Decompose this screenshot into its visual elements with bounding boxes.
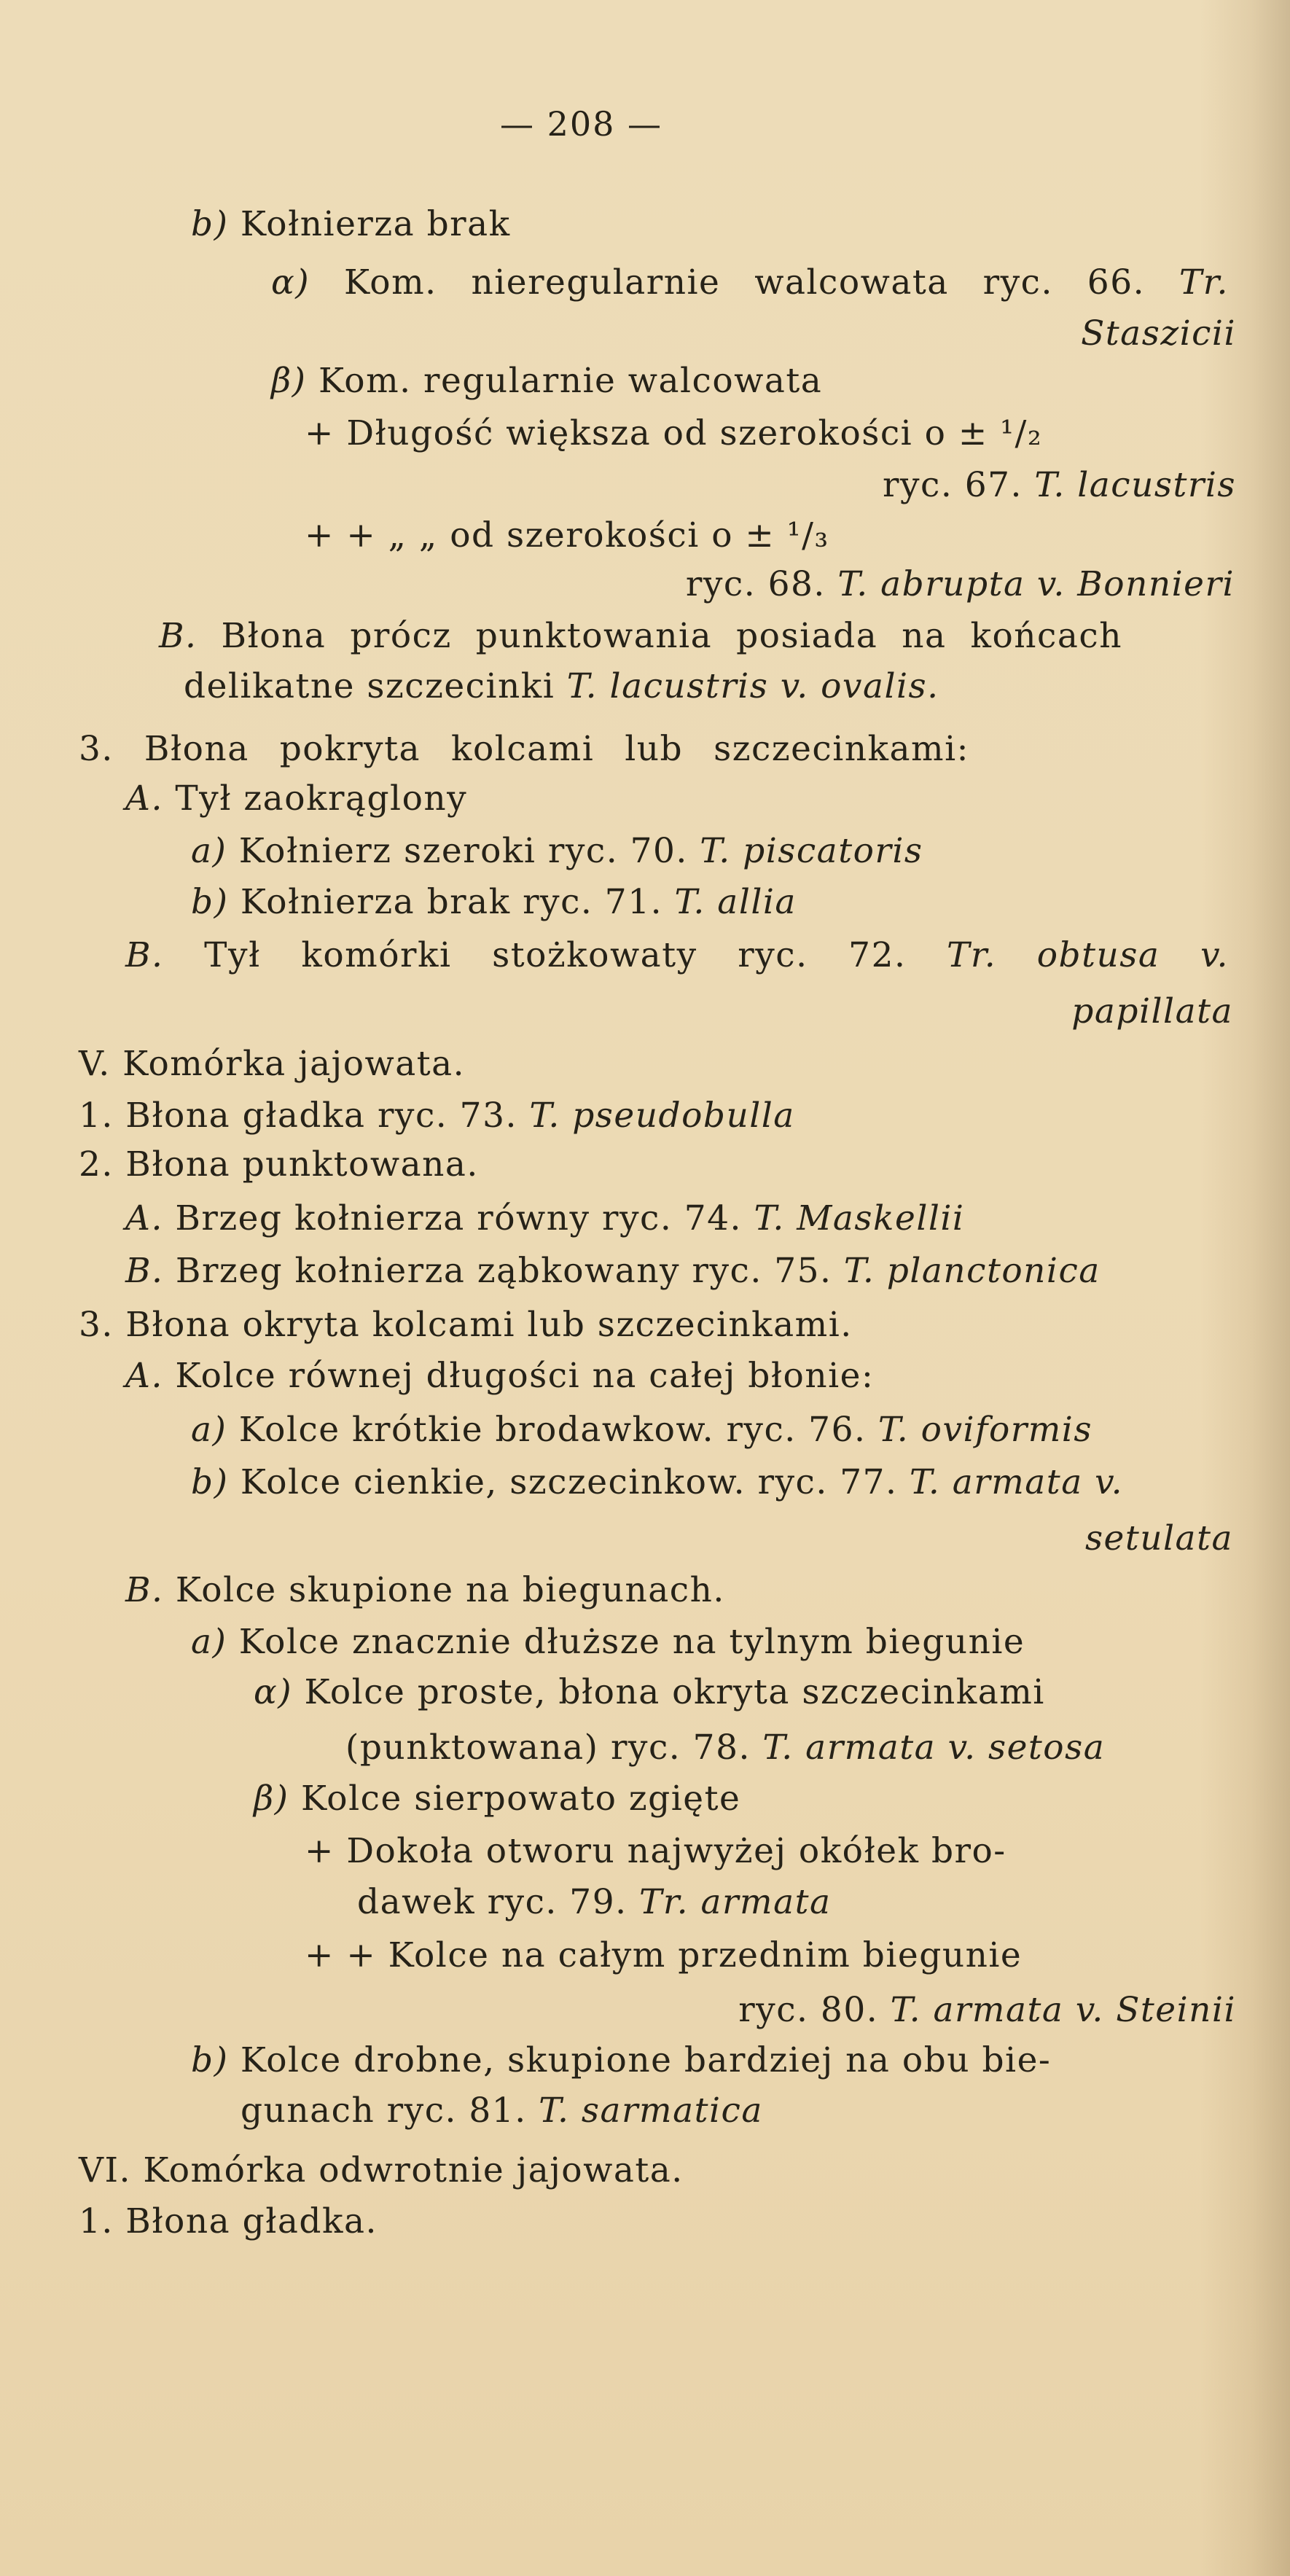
italic-text: T. armata v. Steinii [890, 1990, 1236, 2030]
key-line [79, 2150, 684, 2191]
key-line [254, 1779, 740, 1819]
key-line [125, 935, 1229, 976]
key-line [184, 666, 939, 707]
italic-text: T. planctonica [843, 1251, 1101, 1291]
text: Kom. regularnie walcowata [306, 361, 823, 401]
key-line [125, 1198, 964, 1239]
text: Kolce drobne, skupione bardziej na obu bie- [228, 2040, 1052, 2080]
text: V. Komórka jajowata. [79, 1044, 466, 1084]
italic-text: A. [125, 1356, 163, 1396]
text: + + „ „ od szerokości o ± ¹/₃ [305, 515, 829, 555]
text: ryc. 80. [738, 1990, 891, 2030]
key-line [79, 2201, 378, 2242]
italic-text: Tr. obtusa v. [947, 935, 1229, 975]
text: dawek ryc. 79. [357, 1882, 639, 1922]
key-line [305, 413, 1042, 454]
italic-text: α) [254, 1672, 293, 1712]
text: Brzeg kołnierza równy ryc. 74. [163, 1198, 754, 1238]
key-line [1081, 313, 1236, 354]
italic-text: α) [271, 262, 310, 303]
text: Kolce znacznie dłuższe na tylnym biegunie [227, 1622, 1025, 1662]
text: Kołnierza brak ryc. 71. [228, 882, 675, 922]
key-line [191, 882, 797, 923]
text: Tył komórki stożkowaty ryc. 72. [163, 935, 947, 975]
italic-text: T. Maskellii [754, 1198, 965, 1238]
key-line [254, 1672, 1045, 1713]
text: 1. Błona gładka ryc. 73. [79, 1096, 530, 1136]
italic-text: Staszicii [1081, 313, 1236, 354]
text: Brzeg kołnierza ząbkowany ryc. 75. [163, 1251, 844, 1291]
text: Kolce równej długości na całej błonie: [163, 1356, 875, 1396]
text: 2. Błona punktowana. [79, 1144, 479, 1184]
italic-text: T. sarmatica [539, 2091, 763, 2131]
key-line [738, 1990, 1236, 2031]
italic-text: T. armata v. [909, 1462, 1124, 1502]
key-line [191, 204, 511, 245]
text: Kom. nieregularnie walcowata ryc. 66. [310, 262, 1179, 303]
italic-text: a) [191, 1410, 227, 1450]
italic-text: b) [191, 204, 229, 244]
key-line [305, 515, 829, 556]
key-line [241, 2091, 763, 2131]
key-line [79, 729, 969, 770]
text: Kolce proste, błona okryta szczecinkami [292, 1672, 1045, 1712]
italic-text: a) [191, 1622, 227, 1662]
italic-text: B. [125, 1570, 164, 1610]
italic-text: T. lacustris [1034, 465, 1236, 505]
italic-text: B. [159, 616, 198, 656]
text: Kołnierz szeroki ryc. 70. [227, 831, 700, 871]
text: 3. Błona okryta kolcami lub szczecinkami. [79, 1305, 853, 1345]
text: Kolce cienkie, szczecinkow. ryc. 77. [228, 1462, 910, 1502]
text: + + Kolce na całym przednim biegunie [305, 1935, 1023, 1975]
key-line [271, 262, 1229, 303]
text: 1. Błona gładka. [79, 2201, 378, 2241]
key-line [79, 1044, 465, 1085]
key-line [1085, 1518, 1233, 1559]
italic-text: T. armata v. setosa [762, 1728, 1106, 1768]
key-line [686, 564, 1235, 605]
text: 3. Błona pokryta kolcami lub szczecinkami: [79, 729, 969, 769]
text: ryc. 67. [882, 465, 1035, 505]
key-line [125, 1251, 1101, 1292]
text: (punktowana) ryc. 78. [345, 1728, 763, 1768]
text: Błona prócz punktowania posiada na końcach [197, 616, 1122, 656]
text: Tył zaokrąglony [163, 778, 468, 819]
key-line [191, 831, 923, 872]
text: VI. Komórka odwrotnie jajowata. [79, 2150, 684, 2190]
text: Kolce skupione na biegunach. [163, 1570, 725, 1610]
text: ryc. 68. [685, 564, 838, 604]
key-line [125, 1570, 725, 1611]
italic-text: A. [125, 1198, 163, 1238]
text: + Dokoła otworu najwyżej okółek bro- [305, 1831, 1006, 1871]
key-line [305, 1935, 1022, 1976]
italic-text: a) [191, 831, 227, 871]
italic-text: T. abrupta v. Bonnieri [837, 564, 1235, 604]
italic-text: β) [271, 361, 307, 401]
italic-text: papillata [1071, 991, 1233, 1031]
key-line [1071, 991, 1233, 1032]
key-line [357, 1882, 832, 1923]
key-line [191, 2040, 1051, 2081]
italic-text: T. oviformis [877, 1410, 1092, 1450]
text: gunach ryc. 81. [241, 2091, 539, 2131]
italic-text: setulata [1084, 1518, 1233, 1558]
key-line [159, 616, 1122, 657]
italic-text: T. lacustris v. ovalis. [566, 666, 939, 706]
italic-text: Tr. armata [638, 1882, 832, 1922]
text: Kolce sierpowato zgięte [289, 1779, 741, 1819]
key-line [79, 1305, 853, 1346]
key-line [191, 1462, 1123, 1503]
key-line [271, 361, 822, 402]
text: + Długość większa od szerokości o ± ¹/₂ [305, 413, 1043, 453]
key-line [345, 1728, 1105, 1768]
key-line [305, 1831, 1006, 1872]
italic-text: T. piscatoris [700, 831, 923, 871]
italic-text: b) [191, 2040, 229, 2080]
italic-text: T. allia [674, 882, 797, 922]
italic-text: T. pseudobulla [529, 1096, 795, 1136]
italic-text: b) [191, 1462, 229, 1502]
italic-text: B. [125, 935, 164, 975]
key-line [79, 1144, 479, 1185]
key-line [191, 1410, 1092, 1451]
key-line [191, 1622, 1025, 1663]
text: Kolce krótkie brodawkow. ryc. 76. [227, 1410, 878, 1450]
italic-text: β) [254, 1779, 289, 1819]
text: Kołnierza brak [228, 204, 511, 244]
italic-text: b) [191, 882, 229, 922]
text: delikatne szczecinki [184, 666, 567, 706]
key-line [125, 1356, 874, 1397]
italic-text: B. [125, 1251, 164, 1291]
key-line [79, 1096, 795, 1136]
page-number: — 208 — [500, 104, 663, 144]
key-line [125, 778, 467, 819]
key-line [883, 465, 1236, 506]
italic-text: A. [125, 778, 163, 819]
italic-text: Tr. [1178, 262, 1229, 303]
